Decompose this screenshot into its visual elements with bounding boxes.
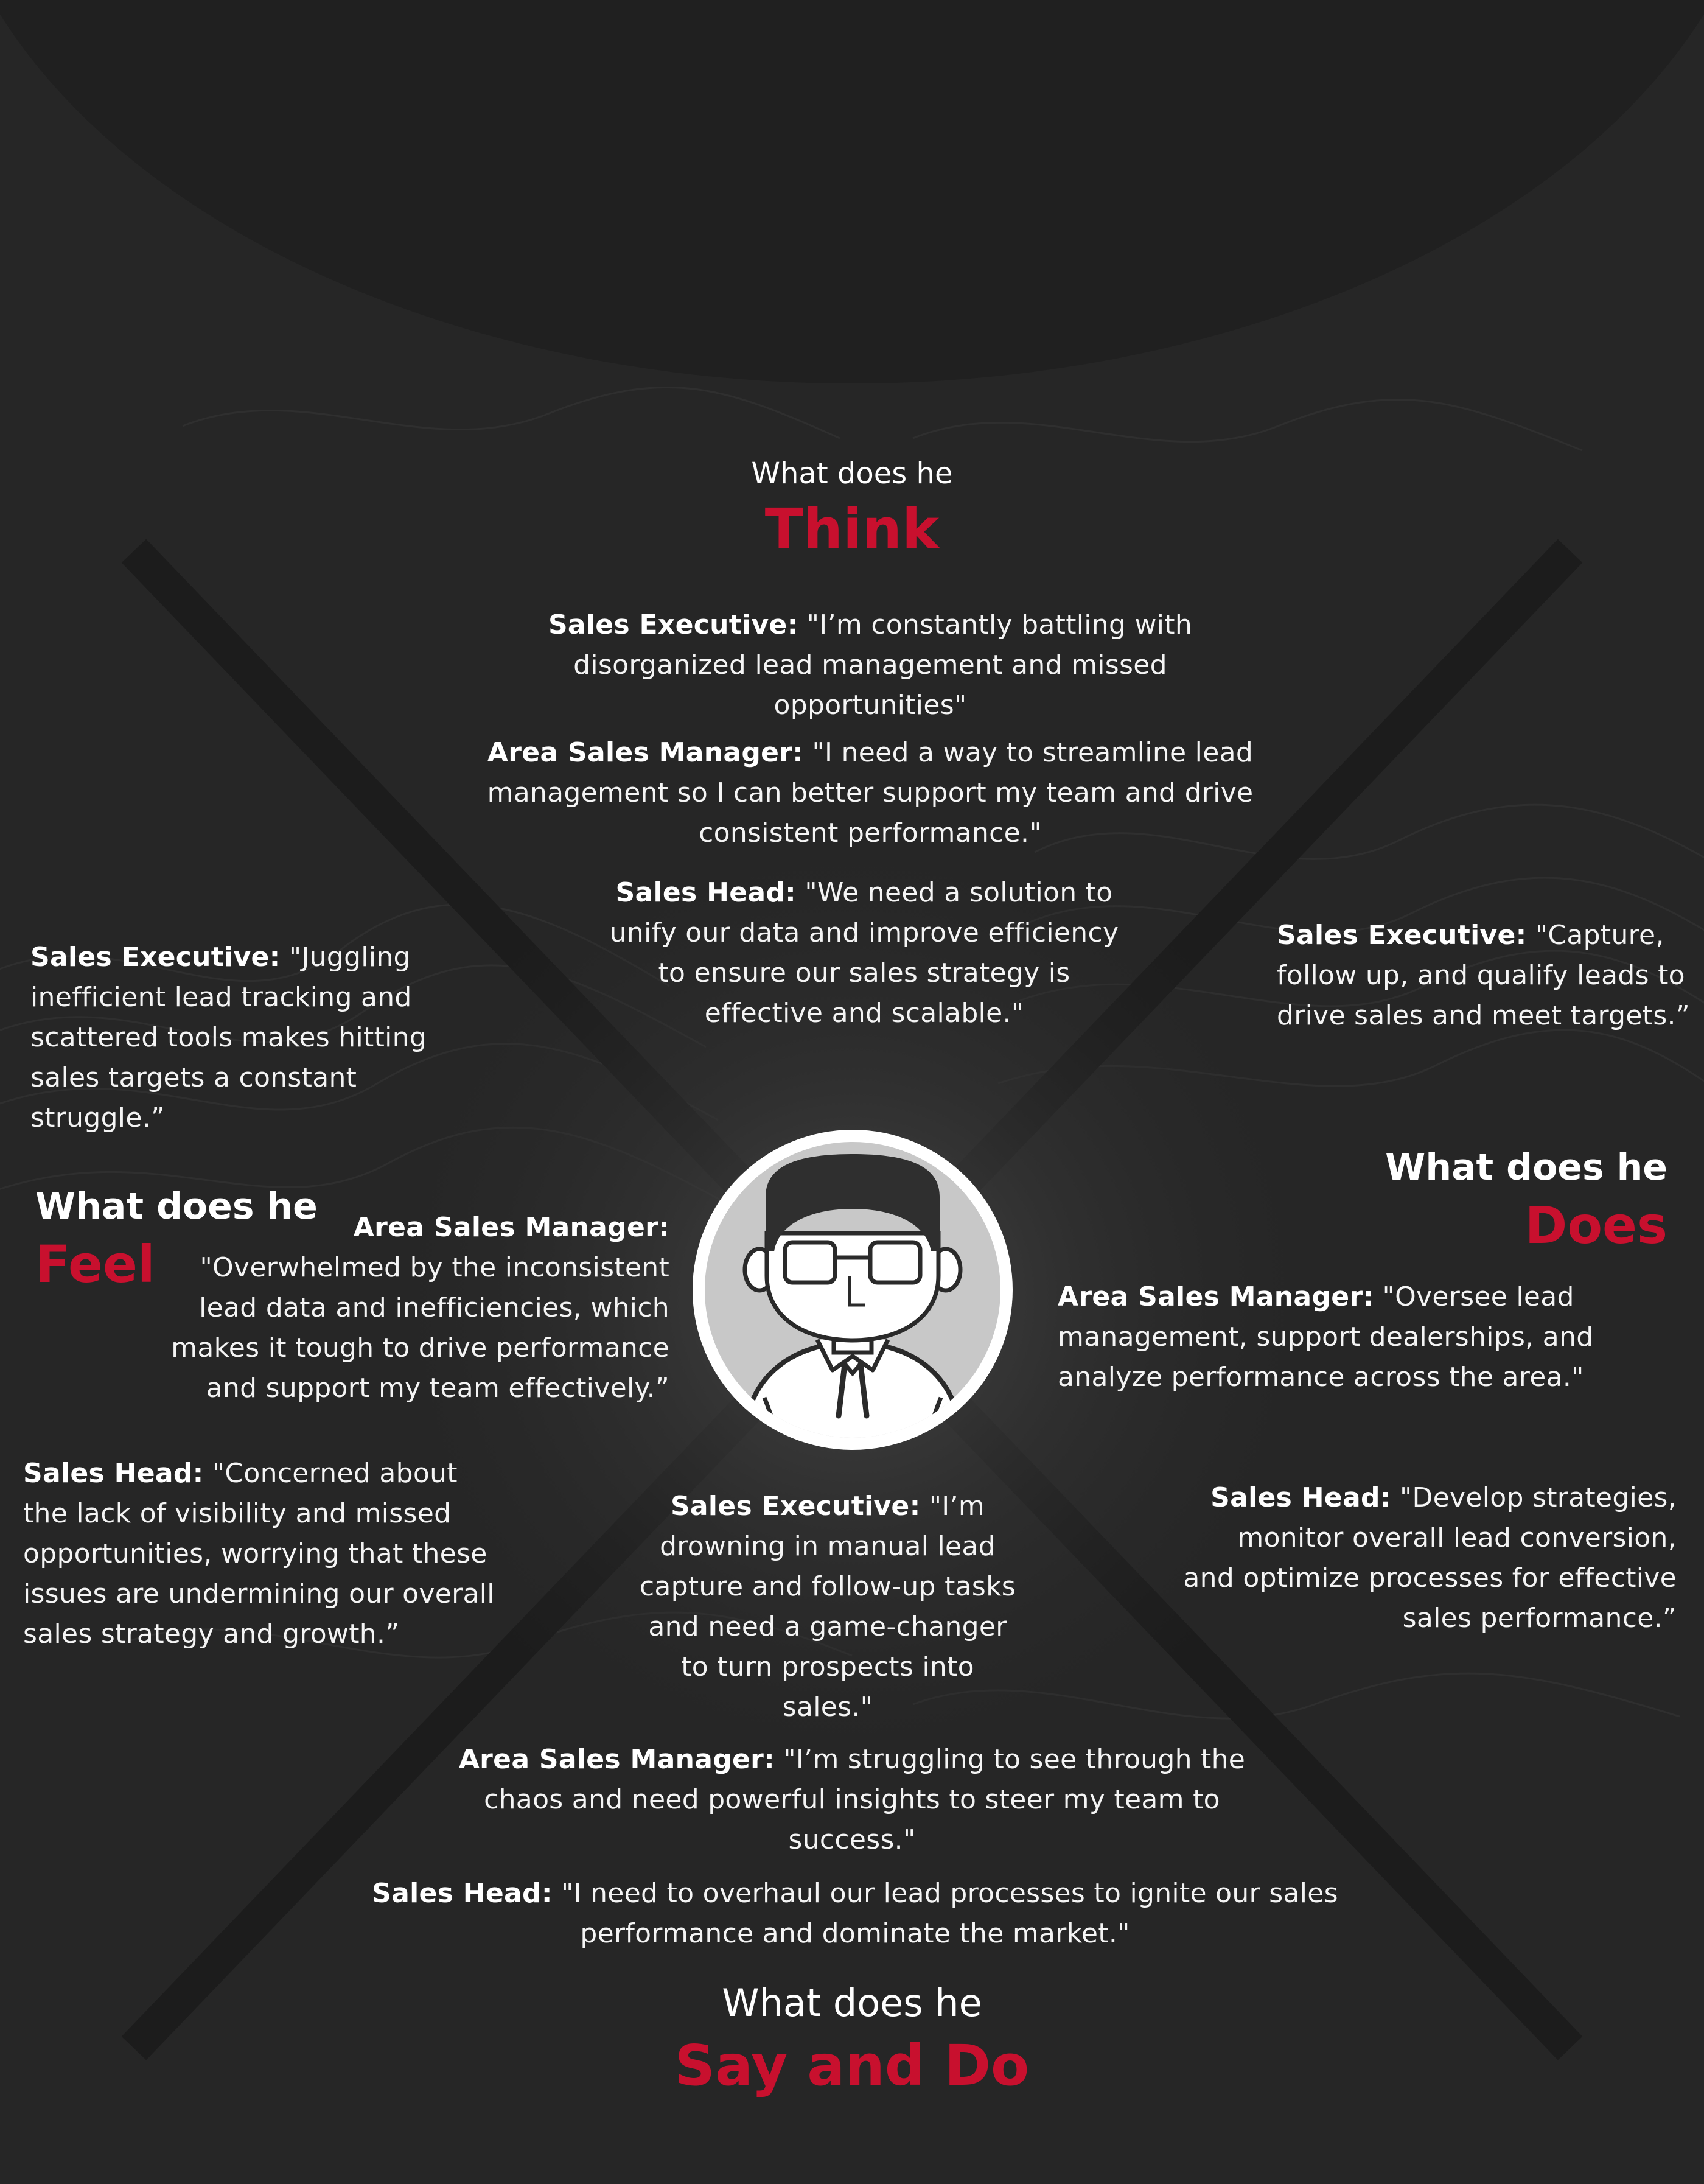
quote-text: "I’m drowning in manual lead capture and follow-up tasks and need a game-changer to turn prospects into sales." (639, 1491, 1016, 1723)
role-label: Area Sales Manager: (487, 737, 804, 768)
say-do-heading (548, 1975, 1156, 2100)
say-do-quote-sales-executive (633, 1486, 1022, 1727)
feel-title: Feel (35, 1234, 155, 1294)
think-title: Think (764, 497, 940, 562)
does-heading (1315, 1143, 1667, 1259)
role-label: Sales Executive: (1277, 920, 1527, 951)
role-label: Area Sales Manager: (1058, 1281, 1374, 1312)
quote-text: "Juggling inefficient lead tracking and scattered tools makes hitting sales targets a constant struggle.” (30, 942, 427, 1133)
does-prefix: What does he (1385, 1146, 1667, 1189)
say-do-title: Say and Do (674, 2033, 1030, 2098)
role-label: Sales Head: (1210, 1482, 1391, 1513)
quote-text: "Capture, follow up, and qualify leads to drive sales and meet targets.” (1277, 920, 1690, 1031)
role-label: Sales Executive: (548, 609, 798, 640)
quote-text: "I’m constantly battling with disorganized lead management and missed opportunities" (573, 609, 1193, 721)
role-label: Sales Head: (615, 877, 797, 908)
role-label: Sales Executive: (670, 1491, 921, 1522)
does-quote-area-sales-manager (1058, 1277, 1605, 1398)
role-label: Sales Head: (372, 1878, 553, 1909)
think-prefix: What does he (751, 457, 953, 491)
quote-text: "Oversee lead management, support dealerships, and analyze performance across the area." (1058, 1281, 1594, 1393)
say-do-quote-sales-head (353, 1874, 1357, 1954)
say-do-prefix: What does he (722, 1981, 982, 2025)
role-label: Area Sales Manager: (353, 1212, 669, 1243)
does-quote-sales-head (1181, 1478, 1677, 1639)
quote-text: "I need a way to streamline lead management so I can better support my team and drive consistent performance." (487, 737, 1254, 849)
user-avatar-icon (693, 1130, 1013, 1450)
feel-quote-sales-executive (30, 937, 469, 1138)
role-label: Sales Executive: (30, 942, 281, 973)
say-do-quote-area-sales-manager (450, 1740, 1254, 1860)
quote-text: "Develop strategies, monitor overall lead conversion, and optimize processes for effective sales performance.” (1183, 1482, 1677, 1634)
feel-prefix: What does he (35, 1185, 318, 1228)
quote-text: "Overwhelmed by the inconsistent lead data and inefficiencies, which makes it tough to drive performance and support my team effectively.” (171, 1252, 669, 1404)
role-label: Area Sales Manager: (458, 1744, 775, 1775)
think-quote-sales-executive (536, 605, 1205, 726)
role-label: Sales Head: (23, 1458, 204, 1489)
quote-text: "Concerned about the lack of visibility and missed opportunities, worrying that these issues are undermining our overall sales strategy and growth.” (23, 1458, 495, 1650)
think-quote-area-sales-manager (475, 733, 1266, 853)
quote-text: "We need a solution to unify our data and improve efficiency to ensure our sales strategy is effective and scalable." (609, 877, 1119, 1029)
think-heading (609, 452, 1095, 564)
feel-quote-area-sales-manager (152, 1208, 669, 1409)
does-quote-sales-executive (1277, 915, 1697, 1036)
think-quote-sales-head (602, 873, 1126, 1034)
does-title: Does (1524, 1195, 1667, 1255)
quote-text: "I’m struggling to see through the chaos and need powerful insights to steer my team to success." (484, 1744, 1246, 1855)
quote-text: "I need to overhaul our lead processes to ignite our sales performance and dominate the market." (552, 1878, 1338, 1949)
feel-quote-sales-head (23, 1454, 510, 1654)
